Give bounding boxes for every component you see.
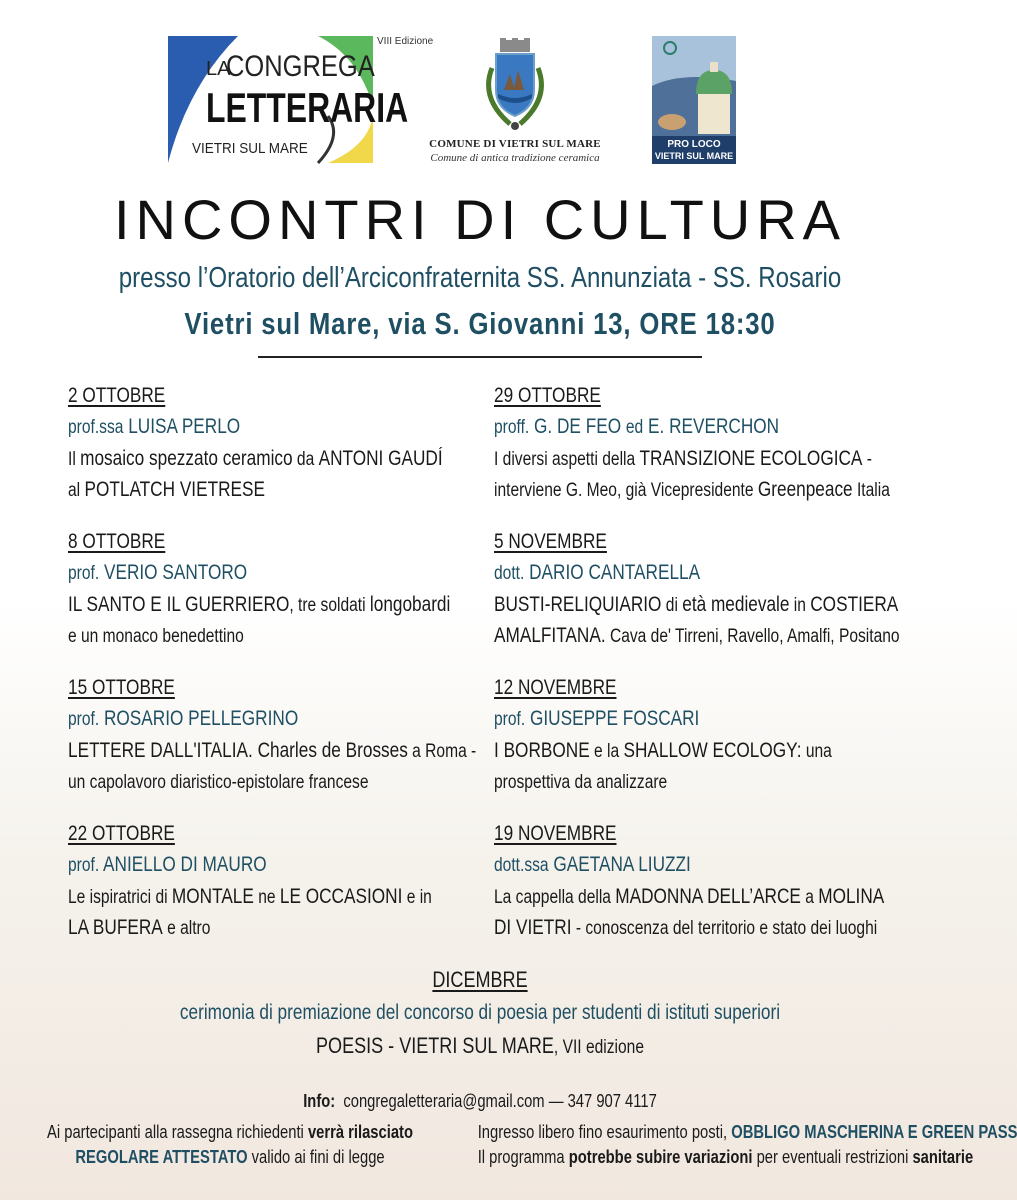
event-speaker: prof.ssa LUISA PERLO — [68, 415, 241, 438]
event-date: 22 OTTOBRE — [68, 822, 175, 845]
page-title: INCONTRI DI CULTURA — [113, 188, 847, 251]
congrega-line-letteraria: LETTERARIA — [206, 84, 409, 131]
proloco-line2: VIETRI SUL MARE — [654, 151, 734, 161]
comune-motto: Comune di antica tradizione ceramica — [430, 152, 600, 164]
address-line: Vietri sul Mare, via S. Giovanni 13, ORE 18:30 — [184, 306, 776, 341]
comune-crest-logo — [470, 38, 560, 138]
event-topic-line-2: al POTLATCH VIETRESE — [68, 478, 265, 501]
event-topic-line-2: interviene G. Meo, già Vicepresidente Greenpeace Italia — [494, 478, 890, 501]
event-speaker: prof. VERIO SANTORO — [68, 561, 248, 584]
info-email[interactable]: congregaletteraria@gmail.com — [343, 1091, 545, 1111]
event-speaker: dott. DARIO CANTARELLA — [494, 561, 701, 584]
event-topic-line-1: I diversi aspetti della TRANSIZIONE ECOLOGICA - — [494, 447, 872, 470]
info-label: Info: — [303, 1091, 336, 1111]
venue-line: presso l’Oratorio dell’Arciconfraternita SS. Annunziata - SS. Rosario — [118, 262, 842, 294]
congrega-line-congrega: CONGREGA — [226, 50, 375, 83]
congrega-line-la: LA — [206, 58, 231, 80]
event-speaker: dott.ssa GAETANA LIUZZI — [494, 853, 691, 876]
event-speaker: prof. ANIELLO DI MAURO — [68, 853, 267, 876]
event-date: 12 NOVEMBRE — [494, 676, 617, 699]
event-topic-line-2: un capolavoro diaristico-epistolare francese — [68, 772, 369, 793]
event-speaker: prof. GIUSEPPE FOSCARI — [494, 707, 700, 730]
event-date: 15 OTTOBRE — [68, 676, 175, 699]
congrega-line-vietri: VIETRI SUL MARE — [192, 140, 308, 157]
title-divider — [258, 356, 702, 358]
pro-loco-logo — [652, 36, 736, 164]
dicembre-description: cerimonia di premiazione del concorso di poesia per studenti di istituti superiori — [179, 1001, 781, 1024]
event-date: 8 OTTOBRE — [68, 530, 166, 553]
comune-name: COMUNE DI VIETRI SUL MARE — [429, 138, 601, 150]
event-date: 19 NOVEMBRE — [494, 822, 617, 845]
info-phone[interactable]: 347 907 4117 — [567, 1091, 657, 1111]
event-topic-line-1: I BORBONE e la SHALLOW ECOLOGY: una — [494, 739, 832, 762]
dicembre-label: DICEMBRE — [432, 967, 528, 992]
event-topic-line-1: BUSTI-RELIQUIARIO di età medievale in COSTIERA — [494, 593, 899, 616]
event-date: 2 OTTOBRE — [68, 384, 166, 407]
event-topic-line-2: AMALFITANA. Cava de' Tirreni, Ravello, Amalfi, Positano — [494, 624, 900, 647]
event-date: 29 OTTOBRE — [494, 384, 601, 407]
event-speaker: proff. G. DE FEO ed E. REVERCHON — [494, 415, 780, 438]
event-date: 5 NOVEMBRE — [494, 530, 607, 553]
event-topic-line-1: LETTERE DALL'ITALIA. Charles de Brosses a Roma - — [68, 739, 477, 762]
event-topic-line-2: LA BUFERA e altro — [68, 916, 211, 939]
event-topic-line-2: DI VIETRI - conoscenza del territorio e stato dei luoghi — [494, 916, 878, 939]
event-topic-line-2: prospettiva da analizzare — [494, 772, 668, 793]
event-topic-line-1: La cappella della MADONNA DELL’ARCE a MOLINA — [494, 885, 885, 908]
event-topic-line-1: Le ispiratrici di MONTALE ne LE OCCASIONI e in — [68, 885, 432, 908]
footer-access-note: Ingresso libero fino esaurimento posti, OBBLIGO MASCHERINA E GREEN PASS Il programma potrebbe subire variazioni per eventuali restrizioni sanitarie — [477, 1122, 1017, 1167]
footer-attestato-note: Ai partecipanti alla rassegna richiedenti verrà rilasciato REGOLARE ATTESTATO valido ai fini di legge — [47, 1122, 413, 1167]
proloco-line1: PRO LOCO — [667, 139, 721, 150]
event-topic-line-2: e un monaco benedettino — [68, 626, 244, 647]
edition-tag: VIII Edizione — [377, 36, 434, 47]
event-topic-line-1: IL SANTO E IL GUERRIERO, tre soldati longobardi — [68, 593, 451, 616]
dicembre-poesis: POESIS - VIETRI SUL MARE, VII edizione — [316, 1033, 644, 1058]
info-line: Info: congregaletteraria@gmail.com — 347 907 4117 — [303, 1091, 657, 1111]
event-topic-line-1: Il mosaico spezzato ceramico da ANTONI GAUDÍ — [68, 447, 443, 470]
crest-icon — [470, 38, 560, 138]
event-speaker: prof. ROSARIO PELLEGRINO — [68, 707, 299, 730]
